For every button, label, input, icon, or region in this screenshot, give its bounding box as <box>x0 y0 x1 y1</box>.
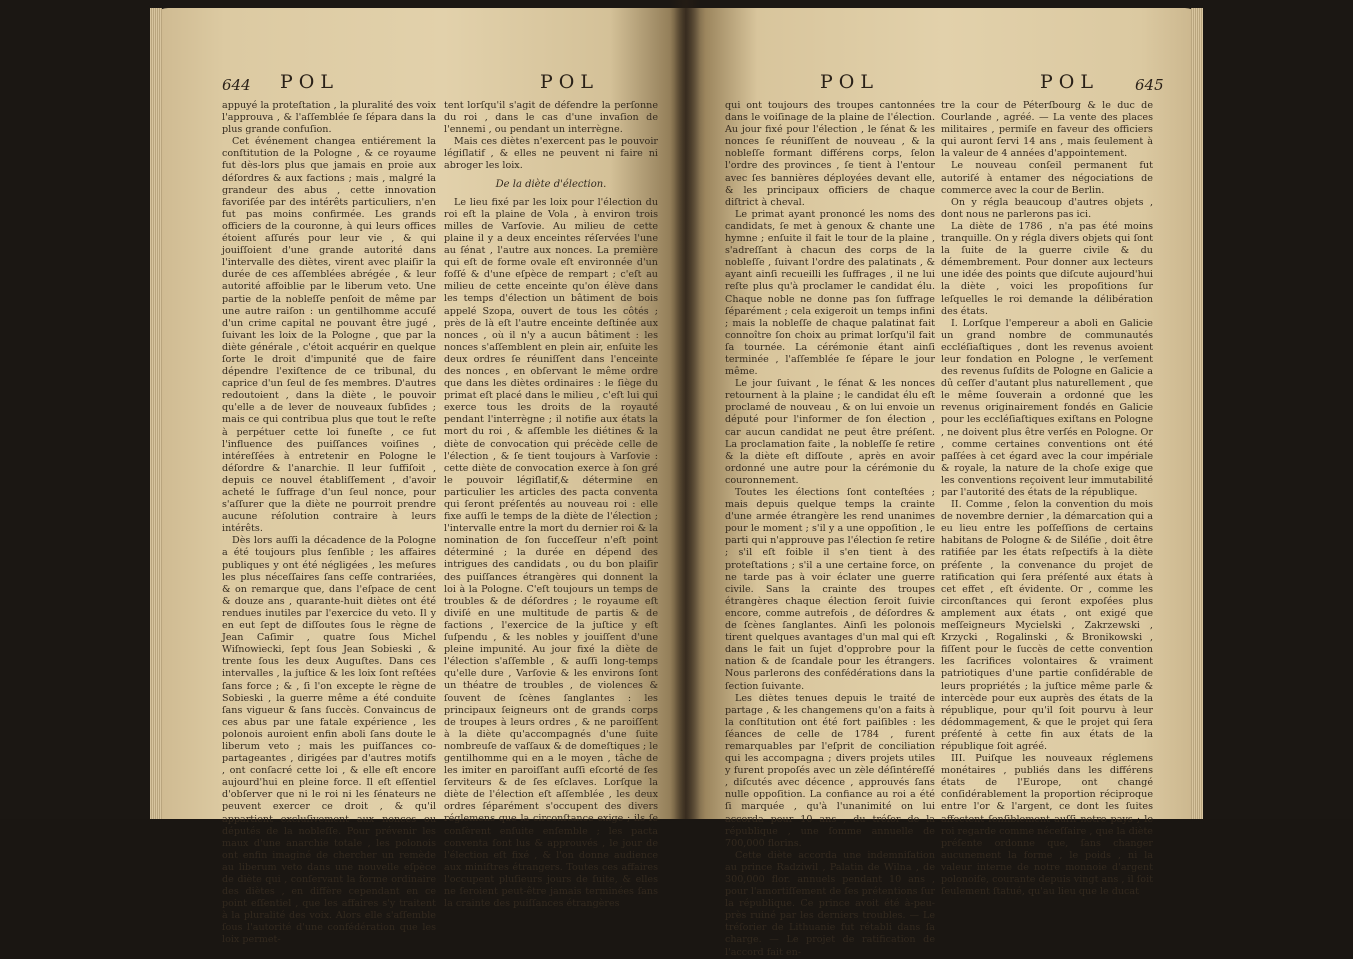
right-page-column-1 <box>725 100 935 959</box>
book-gutter <box>670 0 700 819</box>
paragraph: appuyé la proteſtation , la pluralité des voix l'approuva , & l'aſſemblée ſe ſépara dans la plus grande confuſion. <box>222 100 436 136</box>
page-number-left: 644 <box>222 76 251 94</box>
right-page-column-2 <box>941 100 1153 898</box>
right-page <box>685 8 1203 958</box>
paragraph: tre la cour de Péterſbourg & le duc de Courlande , agréé. — La vente des places militaires , permiſe en faveur des officiers qui auront ſervi 14 ans , mais ſeulement à la valeur de 4 années d'appointement. <box>941 100 1153 160</box>
page-edges-left <box>150 8 162 819</box>
paragraph: qui ont toujours des troupes cantonnées dans le voiſinage de la plaine de l'élection. Au jour fixé pour l'élection , le ſénat & les nonces ſe réuniſſent de nouveau , & la nobleſſe formant différens corps, ſelon l'ordre des provinces , ſe tient à l'entour avec ſes bannières déployées devant elle, & les principaux officiers de chaque diſtrict à cheval. <box>725 100 935 208</box>
paragraph: Le jour ſuivant , le ſénat & les nonces retournent à la plaine ; le candidat élu eſt proclamé de nouveau , & on lui envoie un député pour l'informer de ſon élection , car aucun candidat ne peut être préſent. La proclamation faite , la nobleſſe ſe retire & la diète eſt diſſoute , après en avoir ordonné une autre pour la cérémonie du couronnement. <box>725 378 935 486</box>
running-header-right-2: POL <box>1040 71 1099 93</box>
paragraph: Toutes les élections ſont conteſtées ; mais depuis quelque temps la crainte d'une armée étrangère les rend unanimes pour le moment ; s'il y a une oppoſition , le parti qui n'approuve pas l'élection ſe retire ; s'il eſt foible il s'en tient à des proteſtations ; s'il a une certaine force, on ne tarde pas à voir éclater une guerre civile. Sans la crainte des troupes étrangères chaque élection ſeroit ſuivie encore, comme autrefois , de déſordres & de ſcènes ſanglantes. Ainſi les polonois tirent quelques avantages d'un mal qui eſt dans le fait un ſujet d'opprobre pour la nation & de ſcandale pour les étrangers. Nous parlerons des confédérations dans la ſection ſuivante. <box>725 487 935 692</box>
page-edges-right <box>1191 8 1203 819</box>
page-number-right: 645 <box>1135 76 1164 94</box>
paragraph: Cette diète accorda une indemniſation au prince Radziwil , Palatin de Wilna , de 300,000 flor. annuels pendant 10 ans , pour l'amortiſſement de ſes prétentions ſur la république. Ce prince avoit été à-peu-près ruiné par les derniers troubles. — Le tréſorier de Lithuanie fut rétabli dans ſa charge. — Le projet de ratification de l'accord fait en- <box>725 849 935 958</box>
running-header-left-1: POL <box>280 71 339 93</box>
paragraph: Le lieu fixé par les loix pour l'élection du roi eſt la plaine de Vola , à environ trois milles de Varſovie. Au milieu de cette plaine il y a deux enceintes réſervées l'une au ſénat , l'autre aux nonces. La première qui eſt de forme ovale eſt environnée d'un foſſé & d'une eſpèce de rempart ; c'eſt au milieu de cette enceinte qu'on élève dans les temps d'élection un bâtiment de bois appelé Szopa, ouvert de tous les côtés ; près de là eſt l'autre enceinte deſtinée aux nonces , où il n'y a aucun bâtiment : les nonces s'aſſemblent en plein air, enſuite les deux ordres ſe réuniſſent dans l'enceinte des nonces , en obſervant le même ordre que dans les diètes ordinaires : le ſiège du primat eſt placé dans le milieu , c'eſt lui qui exerce tous les droits de la royauté pendant l'interrègne ; il notifie aux états la mort du roi , & aſſemble les diétines & la diète de convocation qui précède celle de l'élection , & ſe tient toujours à Varſovie : cette diète de convocation exerce à ſon gré le pouvoir légiſlatif,& détermine en particulier les articles des pacta conventa qui ſeront préſentés au nouveau roi : elle fixe auſſi le temps de la diète de l'élection ; l'intervalle entre la mort du dernier roi & la nomination de ſon ſucceſſeur n'eſt point déterminé ; la durée en dépend des intrigues des candidats , ou du bon plaiſir des puiſſances étrangères qui donnent la loi à la Pologne. C'eſt toujours un temps de troubles & de déſordres ; le royaume eſt diviſé en une multitude de partis & de factions , l'exercice de la juſtice y eſt ſuſpendu , & les nobles y jouiſſent d'une pleine impunité. Au jour fixé la diète de l'élection s'aſſemble , & auſſi long-temps qu'elle dure , Varſovie & les environs ſont un théatre de troubles , de violences & ſouvent de ſcènes ſanglantes : les principaux ſeigneurs ont de grands corps de troupes à leurs ordres , & ne paroiſſent à la diète qu'accompagnés d'une ſuite nombreuſe de vaſſaux & de domeſtiques ; le gentilhomme qui en a le moyen , tâche de les imiter en paroiſſant auſſi eſcorté de ſes ſerviteurs & de ſes eſclaves. Lorſque la diète de l'élection eſt aſſemblée , les deux ordres ſéparément s'occupent des divers réglemens que la circonſtance exige ; ils ſe conſèrent enſuite enſemble ; les pacta conventa ſont lus & approuvés , le jour de l'élection eſt fixé , & l'on donne audience aux miniſtres étrangers. Toutes ces affaires l'occupent pluſieurs jours de ſuite, & elles ne ſeroient peut-être jamais terminées ſans la crainte des puiſſances étrangères <box>444 196 659 910</box>
paragraph: La diète de 1786 , n'a pas été moins tranquille. On y régla divers objets qui ſont la ſuite de la guerre civile & du démembrement. Pour donner aux lecteurs une idée des points que diſcute aujourd'hui la diète , voici les propoſitions ſur leſquelles le roi demande la délibération des états. <box>941 220 1153 317</box>
paragraph: Le nouveau conſeil permanent fut autoriſé à entamer des négociations de commerce avec la cour de Berlin. <box>941 160 1153 196</box>
paragraph: On y régla beaucoup d'autres objets , dont nous ne parlerons pas ici. <box>941 196 1153 220</box>
left-page <box>150 8 685 946</box>
paragraph: Le primat ayant prononcé les noms des candidats, ſe met à genoux & chante une hymne ; enſuite il fait le tour de la plaine , s'adreſſant à chacun des corps de la nobleſſe , ſuivant l'ordre des palatinats , & ayant ainſi recueilli les ſuffrages , il ne lui reſte plus qu'à proclamer le candidat élu. Chaque noble ne donne pas ſon ſuffrage ſéparément ; cela exigeroit un temps infini ; mais la nobleſſe de chaque palatinat fait connoître ſon choix au primat lorſqu'il fait ſa tournée. La cérémonie étant ainſi terminée , l'aſſemblée ſe ſépare le jour même. <box>725 208 935 378</box>
section-heading: De la diète d'élection. <box>495 178 607 190</box>
paragraph: Mais ces diètes n'exercent pas le pouvoir légiſlatif , & elles ne peuvent ni faire ni abroger les loix. <box>444 136 658 172</box>
left-page-column-2 <box>444 100 658 910</box>
paragraph: III. Puiſque les nouveaux réglemens monétaires , publiés dans les différens états de l'Europe, ont changé conſidérablement la proportion réciproque entre l'or & l'argent, ce dont les ſuites affectent ſenſiblement auſſi notre pays ; le roi regarde comme néceſſaire , que la diète préſente ordonne que, ſans changer aucunement la forme , le poids , ni la valeur interne de notre monnoie d'argent polonoiſe, courante depuis vingt ans , il ſoit ſeulement ſtatué, qu'au lieu que le ducat <box>941 753 1153 898</box>
running-header-left-2: POL <box>540 71 599 93</box>
left-page-column-1 <box>222 100 436 947</box>
running-header-right-1: POL <box>820 71 879 93</box>
paragraph: Cet événement changea entiérement la conſtitution de la Pologne , & ce royaume fut dès-lors plus que jamais en proie aux déſordres & aux factions ; mais , malgré la grandeur des abus , cette innovation favoriſée par des intérêts particuliers, n'en fut pas moins confirmée. Les grands officiers de la couronne, à qui leurs offices étoient aſſurés pour leur vie , & qui jouiſſoient d'une grande autorité dans l'intervalle des diètes, virent avec plaiſir la durée de ces aſſemblées abrégée , & leur autorité affoiblie par le liberum veto. Une partie de la nobleſſe penſoit de même par une autre raiſon : un gentilhomme accuſé d'un crime capital ne pouvant être jugé , ſuivant les loix de la Pologne , que par la diète générale , c'étoit acquérir en quelque ſorte le droit d'impunité que de faire dépendre l'exiſtence de ce tribunal, du caprice d'un ſeul de ſes membres. D'autres redoutoient , dans la diète , le pouvoir qu'elle a de lever de nouveaux ſubſides ; mais ce qui contribua plus que tout le reſte à perpétuer cette loi funeſte , ce fut l'influence des puiſſances voiſines , intéreſſées à entretenir en Pologne le déſordre & l'anarchie. Il leur ſuffiſoit , depuis ce nouvel établiſſement , d'avoir acheté le ſuffrage d'un ſeul nonce, pour s'aſſurer que la diète ne pourroit prendre aucune réſolution contraire à leurs intérêts. <box>222 136 436 535</box>
paragraph: I. Lorſque l'empereur a aboli en Galicie un grand nombre de communautés eccléſiaſtiques , dont les revenus avoient leur fondation en Pologne , le verſement des revenus ſuſdits de Pologne en Galicie a dû ceſſer d'autant plus naturellement , que le même ſouverain a ordonné que les revenus originairement fondés en Galicie pour les eccléſiaſtiques exiſtans en Pologne , ne doivent plus être verſés en Pologne. Or , comme certaines conventions ont été paſſées à cet égard avec la cour impériale & royale, la nature de la choſe exige que les conventions reçoivent leur immutabilité par l'autorité des états de la république. <box>941 317 1153 498</box>
paragraph: II. Comme , ſelon la convention du mois de novembre dernier , la démarcation qui a eu lieu entre les poſſeſſions de certains habitans de Pologne & de Siléſie , doit être ratifiée par les états reſpectifs à la diète préſente , la convenance du projet de ratification qui ſera préſenté aux états à cet effet , eſt évidente. Or , comme les circonſtances qui ſeront expoſées plus amplement aux états , ont exigé que meſſeigneurs Mycielski , Zakrzewski , Krzycki , Rogalinski , & Bronikowski , fiſſent pour le ſuccès de cette convention les ſacrifices volontaires & vraiment patriotiques d'une partie conſidérable de leurs propriétés ; la juſtice même parle & intercède pour eux auprès des états de la république, pour qu'il ſoit pourvu à leur dédommagement, & que le projet qui ſera préſenté à cette fin aux états de la république ſoit agréé. <box>941 499 1153 752</box>
paragraph: Les diètes tenues depuis le traité de partage , & les changemens qu'on a faits à la conſtitution ont été fort paiſibles : les ſéances de celle de 1784 , furent remarquables par l'eſprit de conciliation qui les accompagna ; divers projets utiles y furent propoſés avec un zèle déſintéreſſé , diſcutés avec décence , approuvés ſans nulle oppoſition. La confiance au roi a été ſi marquée , qu'à l'unanimité on lui accorda pour 10 ans , du tréſor de la république , une ſomme annuelle de 700,000 florins. <box>725 692 935 849</box>
paragraph: Dès lors auſſi la décadence de la Pologne a été toujours plus ſenſible ; les affaires publiques y ont été négligées , les meſures les plus néceſſaires ſans ceſſe contrariées, & on remarque que, dans l'eſpace de cent & douze ans , quarante-huit diètes ont été rendues inutiles par l'exercice du veto. Il y en eut ſept de diſſoutes ſous le règne de Jean Caſimir , quatre ſous Michel Wiſnowiecki, ſept ſous Jean Sobieski , & trente ſous les deux Auguſtes. Dans ces intervalles , la juſtice & les loix ſont reſtées ſans force ; & , ſi l'on excepte le règne de Sobieski , la guerre même a été conduite ſans vigueur & ſans ſuccès. Convaincus de ces abus par une fatale expérience , les polonois auroient enfin aboli ſans doute le liberum veto ; mais les puiſſances co-partageantes , dirigées par d'autres motifs , ont conſacré cette loi , & elle eſt encore aujourd'hui en pleine force. Il eſt eſſentiel d'obſerver que ni le roi ni les ſénateurs ne peuvent exercer ce droit , & qu'il appartient excluſivement aux nonces ou députés de la nobleſſe. Pour prévenir les maux d'une anarchie totale , les polonois ont enfin imaginé de chercher un remède au liberum veto dans une nouvelle eſpèce de diète qui , conſervant la forme ordinaire des diètes , en diffère cependant en ce point eſſentiel , que les affaires s'y traitent à la pluralité des voix. Alors elle s'aſſemble ſous l'autorité d'une confédération que les loix permet- <box>222 535 436 946</box>
paragraph: tent lorſqu'il s'agit de défendre la perſonne du roi , dans le cas d'une invaſion de l'ennemi , ou pendant un interrègne. <box>444 100 658 136</box>
